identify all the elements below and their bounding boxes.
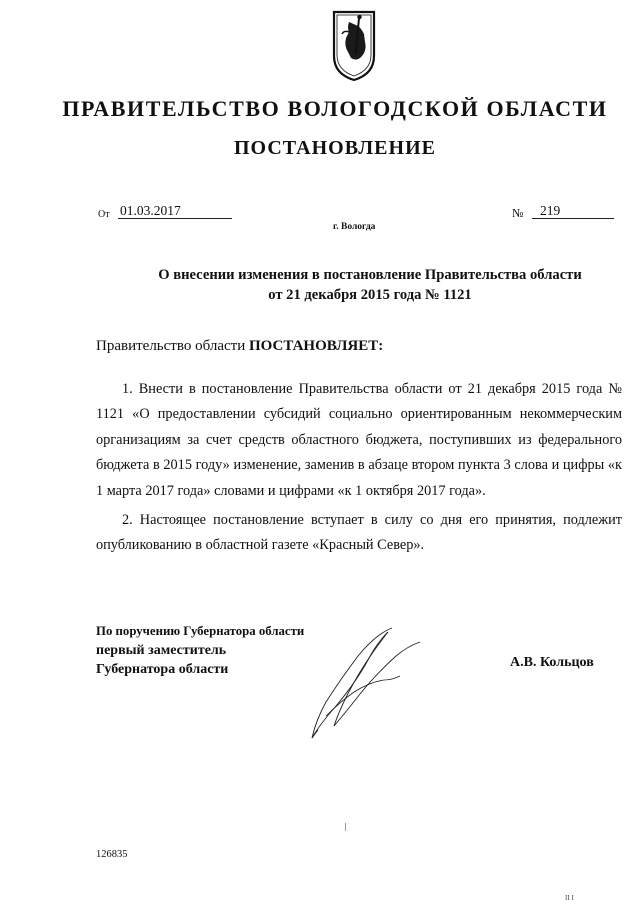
- document-id: 126835: [96, 849, 128, 860]
- signatory-line-1: По поручению Губернатора области: [96, 624, 305, 638]
- city-label: г. Вологда: [333, 222, 376, 232]
- body-paragraph-1-text: 1. Внести в постановление Правительства области от 21 декабря 2015 года № 1121 «О предоставлении субсидий социально ориентированным некоммерческим организациям за счет средств областного бюджета, поступивших из федерального бюджета в 2015 году» изменение, заменив в абзаце втором пункта 3 слова и цифры «к 1 марта 2017 года» словами и цифрами «к 1 октября 2017 года».: [96, 381, 622, 499]
- subject-line-1: О внесении изменения в постановление Правительства области: [158, 267, 582, 283]
- body-paragraph-1: [96, 377, 622, 504]
- body-paragraph-2-text: 2. Настоящее постановление вступает в силу со дня его принятия, подлежит опубликованию в областной газете «Красный Север».: [96, 512, 622, 554]
- document-body: [96, 377, 622, 559]
- document-type-title: ПОСТАНОВЛЕНИЕ: [234, 137, 436, 159]
- signatory-line-2: первый заместитель: [96, 643, 227, 658]
- signatory-line-3: Губернатора области: [96, 662, 229, 677]
- preamble-emphasis: ПОСТАНОВЛЯЕТ:: [248, 338, 384, 354]
- signatory-title: [96, 622, 304, 679]
- number-label: №: [512, 206, 524, 220]
- preamble: [96, 338, 383, 355]
- preamble-text: Правительство области: [96, 338, 249, 354]
- body-paragraph-2: [96, 508, 622, 559]
- document-number: 219: [532, 203, 614, 219]
- document-date: 01.03.2017: [118, 203, 232, 219]
- government-title: ПРАВИТЕЛЬСТВО ВОЛОГОДСКОЙ ОБЛАСТИ: [62, 96, 608, 121]
- document-subject: [100, 265, 640, 305]
- signatory-name: А.В. Кольцов: [510, 655, 594, 670]
- corner-mark: II I: [565, 894, 574, 902]
- scan-mark: [345, 823, 346, 831]
- subject-line-2: от 21 декабря 2015 года № 1121: [268, 287, 472, 303]
- vologda-coat-of-arms-icon: [329, 8, 379, 84]
- handwritten-signature: [296, 616, 436, 748]
- date-label: От: [98, 209, 110, 220]
